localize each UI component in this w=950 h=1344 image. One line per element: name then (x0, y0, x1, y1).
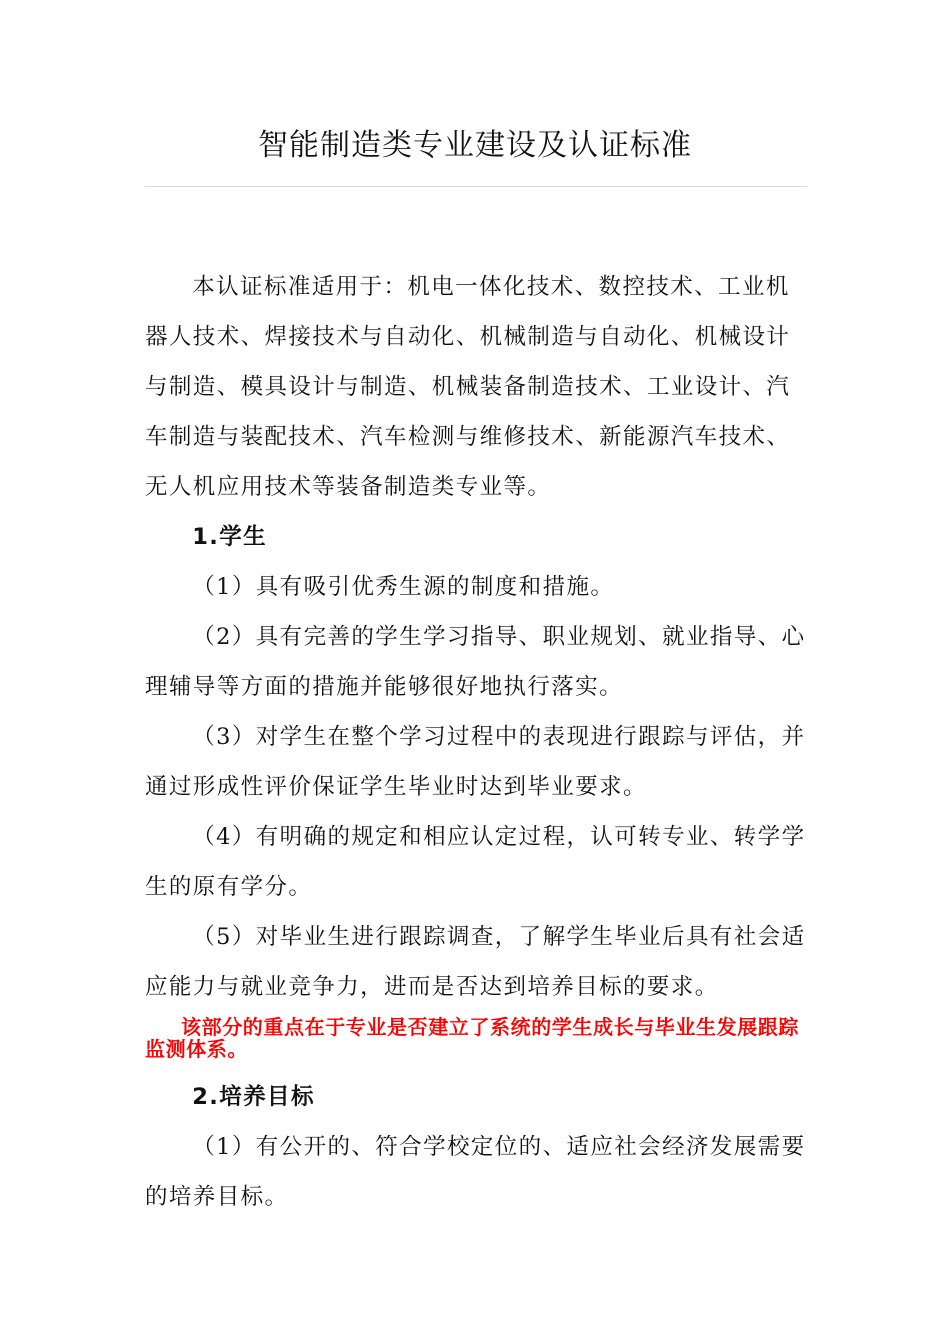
list-item: （4）有明确的规定和相应认定过程，认可转专业、转学学生的原有学分。 (145, 824, 806, 900)
list-item: （2）具有完善的学生学习指导、职业规划、就业指导、心理辅导等方面的措施并能够很好地执行落实。 (145, 624, 806, 700)
title-divider (145, 186, 807, 187)
list-item: （5）对毕业生进行跟踪调查，了解学生毕业后具有社会适应能力与就业竞争力，进而是否达到培养目标的要求。 (145, 924, 806, 1000)
intro-paragraph: 本认证标准适用于：机电一体化技术、数控技术、工业机器人技术、焊接技术与自动化、机械制造与自动化、机械设计与制造、模具设计与制造、机械装备制造技术、工业设计、汽车制造与装配技术、汽车检测与维修技术、新能源汽车技术、无人机应用技术等装备制造类专业等。 (145, 274, 791, 500)
document-body (145, 262, 807, 1222)
section-heading-training-objectives: 2.培养目标 (192, 1084, 315, 1110)
red-annotation-note: 该部分的重点在于专业是否建立了系统的学生成长与毕业生发展跟踪监测体系。 (145, 1015, 799, 1061)
document-title: 智能制造类专业建设及认证标准 (258, 128, 692, 163)
list-item: （3）对学生在整个学习过程中的表现进行跟踪与评估，并通过形成性评价保证学生毕业时达到毕业要求。 (145, 724, 806, 800)
list-item: （1）具有吸引优秀生源的制度和措施。 (192, 574, 615, 600)
section-heading-students: 1.学生 (192, 524, 268, 550)
list-item: （1）有公开的、符合学校定位的、适应社会经济发展需要的培养目标。 (145, 1134, 806, 1210)
